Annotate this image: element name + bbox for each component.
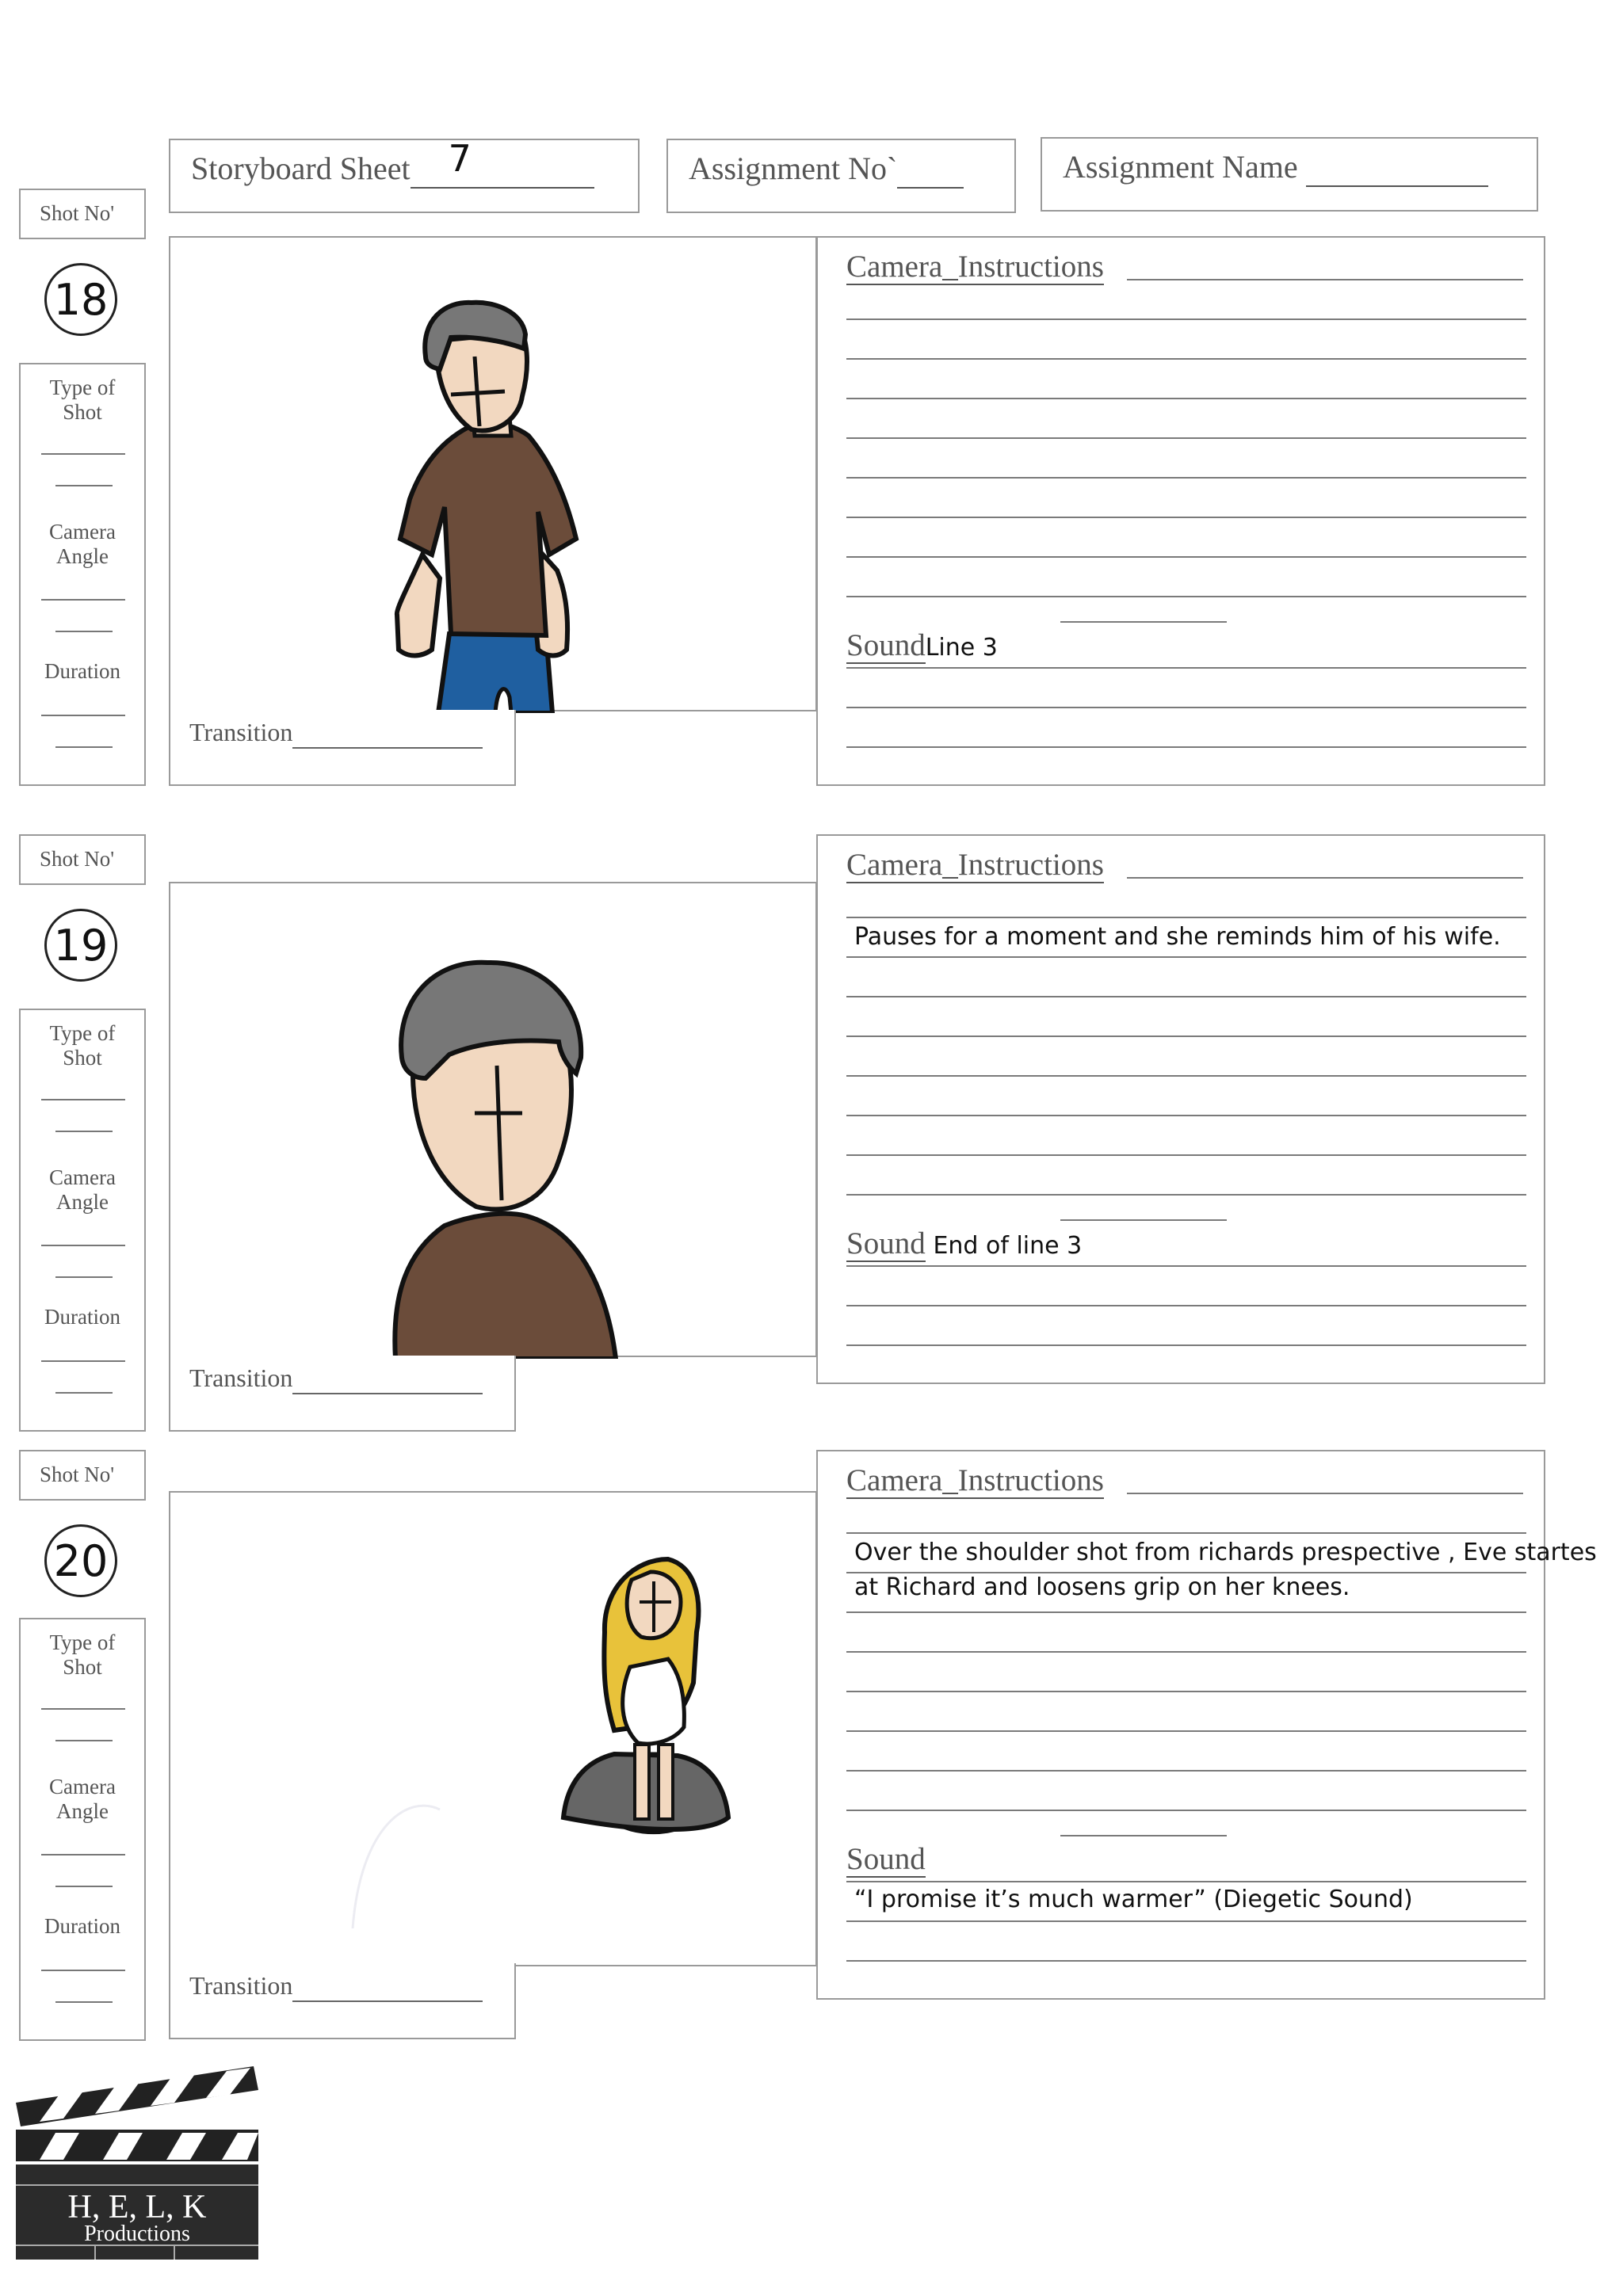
sketch-frame [169,236,817,711]
sound-note[interactable]: Line 3 [925,634,998,662]
camera-angle-label: Camera [49,1775,116,1798]
camera-angle-label: Camera [49,1165,116,1189]
shot-number-circle[interactable] [44,1524,117,1597]
storyboard-sheet-label: Storyboard Sheet [191,151,411,186]
transition-field [169,1963,516,2039]
type-of-shot-label: Type of [49,1630,116,1654]
sound-label: Sound [846,1226,926,1261]
sound-note[interactable]: “I promise it’s much warmer” (Diegetic Sound) [854,1886,1413,1913]
shot-number: 19 [53,920,109,971]
camera-instructions-panel [816,1450,1597,2000]
man-full-body-sketch [170,238,819,713]
type-of-shot-label: Type of [49,1021,116,1045]
shot-no-box: Shot No' [19,189,146,239]
shot-details-panel: Type of Shot Camera Angle Duration [19,1009,146,1432]
camera-instructions-label: Camera_Instructions [846,250,1104,284]
transition-line[interactable] [292,1971,483,2002]
camera-note[interactable]: Pauses for a moment and she reminds him of his wife. [854,923,1501,951]
duration-label: Duration [44,1914,120,1938]
sound-label: Sound [846,628,926,662]
shot-number: 18 [53,274,109,325]
camera-instructions-label: Camera_Instructions [846,848,1104,882]
transition-label: Transition [189,1363,293,1392]
camera-note[interactable]: Over the shoulder shot from richards prespective , Eve startes [854,1539,1597,1566]
shot-number: 20 [53,1535,109,1586]
shot-details-panel: Type of Shot Camera Angle Duration [19,1618,146,2041]
assignment-no-label: Assignment No` [689,151,898,186]
camera-instructions-label: Camera_Instructions [846,1463,1104,1497]
transition-label: Transition [189,718,293,746]
shot-no-box: Shot No' [19,1450,146,1501]
shot-row-20 [0,1261,1623,2054]
duration-label: Duration [44,659,120,683]
logo-title: H, E, L, K [67,2189,207,2225]
sketch-frame [169,1491,817,1966]
transition-label: Transition [189,1971,293,2000]
woman-sitting-sketch [170,1493,819,1968]
shot-details-panel: Type of Shot Camera Angle Duration [19,363,146,786]
type-of-shot-label: Type of [49,376,116,399]
shot-no-box: Shot No' [19,834,146,885]
logo-subtitle: Productions [84,2222,190,2246]
helk-productions-logo [16,2066,262,2264]
shot-number-circle[interactable] [44,263,117,336]
shot-number-circle[interactable] [44,909,117,982]
duration-label: Duration [44,1305,120,1329]
sound-label: Sound [846,1842,926,1876]
assignment-name-label: Assignment Name [1063,149,1298,185]
storyboard-sheet-value[interactable]: 7 [448,137,472,180]
sound-note[interactable]: End of line 3 [933,1232,1083,1260]
camera-note-continued[interactable]: at Richard and loosens grip on her knees. [854,1573,1350,1601]
camera-angle-label: Camera [49,520,116,543]
